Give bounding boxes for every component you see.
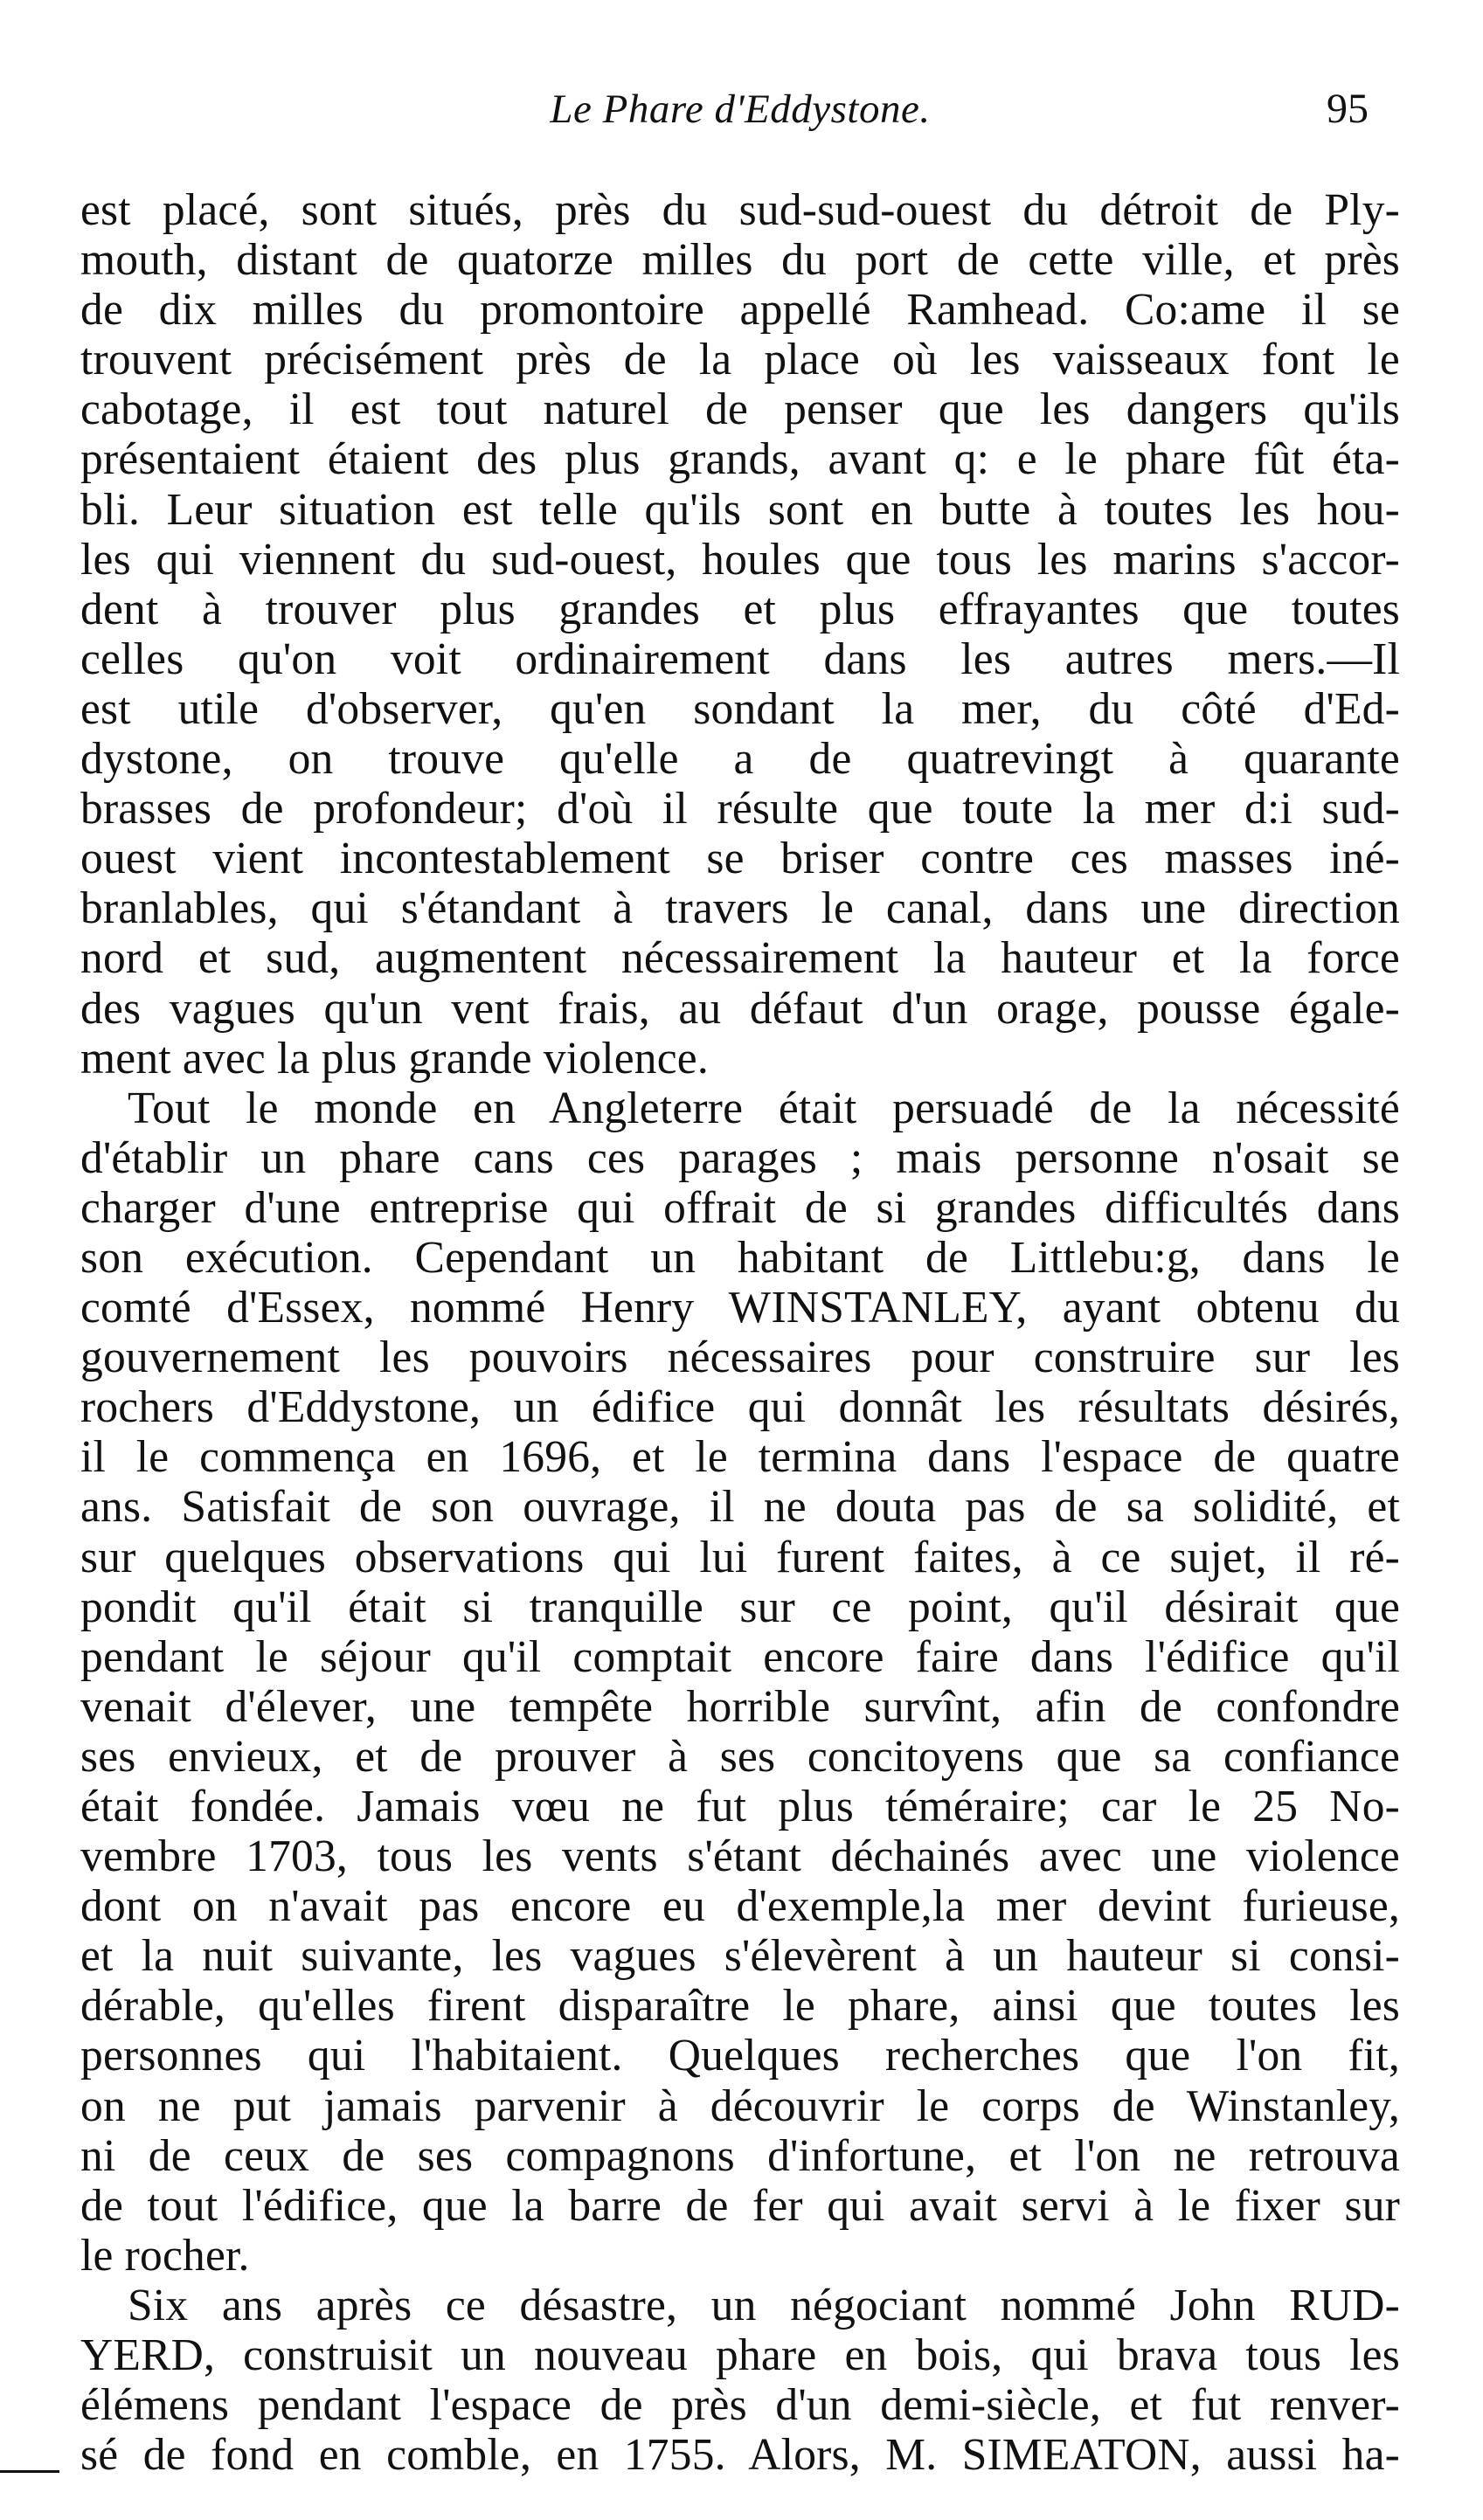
paragraph-3 bbox=[80, 2281, 1400, 2480]
text-line: charger d'une entreprise qui offrait de si grandes difficultés dans bbox=[80, 1182, 1400, 1233]
text-line: pondit qu'il était si tranquille sur ce point, qu'il désirait que bbox=[80, 1582, 1400, 1632]
text-line: et la nuit suivante, les vagues s'élevèrent à un hauteur si consi- bbox=[80, 1931, 1400, 1982]
text-line: vembre 1703, tous les vents s'étant déchainés avec une violence bbox=[80, 1831, 1400, 1882]
text-line: mouth, distant de quatorze milles du port de cette ville, et près bbox=[80, 235, 1400, 286]
text-line: ouest vient incontestablement se briser contre ces masses iné- bbox=[80, 834, 1400, 884]
text-line: sé de fond en comble, en 1755. Alors, M. SIMEATON, aussi ha- bbox=[80, 2430, 1400, 2481]
text-line: est placé, sont situés, près du sud-sud-ouest du détroit de Ply- bbox=[80, 185, 1400, 235]
text-line: YERD, construisit un nouveau phare en bois, qui brava tous les bbox=[80, 2330, 1400, 2381]
text-line: trouvent précisément près de la place où les vaisseaux font le bbox=[80, 335, 1400, 385]
text-line: nord et sud, augmentent nécessairement la hauteur et la force bbox=[80, 933, 1400, 984]
page-number: 95 bbox=[1327, 86, 1369, 132]
text-line: ses envieux, et de prouver à ses concitoyens que sa confiance bbox=[80, 1731, 1400, 1782]
body-text bbox=[80, 185, 1400, 2480]
text-line: pendant le séjour qu'il comptait encore faire dans l'édifice qu'il bbox=[80, 1631, 1400, 1682]
text-line: Tout le monde en Angleterre était persuadé de la nécessité bbox=[128, 1083, 1400, 1133]
text-line: celles qu'on voit ordinairement dans les autres mers.—Il bbox=[80, 633, 1400, 684]
text-line: était fondée. Jamais vœu ne fut plus téméraire; car le 25 No- bbox=[80, 1782, 1400, 1831]
text-line: dérable, qu'elles firent disparaître le phare, ainsi que toutes les bbox=[80, 1981, 1400, 2032]
text-line: dystone, on trouve qu'elle a de quatrevingt à quarante bbox=[80, 734, 1400, 785]
text-line: dent à trouver plus grandes et plus effrayantes que toutes bbox=[80, 584, 1400, 634]
text-line: rochers d'Eddystone, un édifice qui donnât les résultats désirés, bbox=[80, 1382, 1400, 1433]
running-head bbox=[80, 79, 1400, 140]
text-line: ni de ceux de ses compagnons d'infortune, et l'on ne retrouva bbox=[80, 2130, 1400, 2181]
text-line: dont on n'avait pas encore eu d'exemple,la mer devint furieuse, bbox=[80, 1881, 1400, 1932]
paragraph-1 bbox=[80, 185, 1400, 1083]
text-line: Six ans après ce désastre, un négociant nommé John RUD- bbox=[128, 2280, 1400, 2330]
text-line: brasses de profondeur; d'où il résulte que toute la mer d:i sud- bbox=[80, 784, 1400, 834]
text-line: branlables, qui s'étandant à travers le canal, dans une direction bbox=[80, 883, 1400, 934]
text-line: cabotage, il est tout naturel de penser que les dangers qu'ils bbox=[80, 384, 1400, 435]
text-line: présentaient étaient des plus grands, avant q: e le phare fût éta- bbox=[80, 434, 1400, 485]
text-line: ment avec la plus grande violence. bbox=[80, 1033, 709, 1083]
text-line: élémens pendant l'espace de près d'un demi-siècle, et fut renver- bbox=[80, 2380, 1400, 2431]
text-line: bli. Leur situation est telle qu'ils sont en butte à toutes les hou- bbox=[80, 484, 1400, 535]
text-line: le rocher. bbox=[80, 2230, 250, 2281]
text-line: son exécution. Cependant un habitant de Littlebu:g, dans le bbox=[80, 1232, 1400, 1283]
text-line: des vagues qu'un vent frais, au défaut d'un orage, pousse égale- bbox=[80, 983, 1400, 1034]
text-line: gouvernement les pouvoirs nécessaires pour construire sur les bbox=[80, 1333, 1400, 1383]
text-line: est utile d'observer, qu'en sondant la mer, du côté d'Ed- bbox=[80, 683, 1400, 734]
running-title: Le Phare d'Eddystone. bbox=[550, 87, 931, 132]
text-line: comté d'Essex, nommé Henry WINSTANLEY, ayant obtenu du bbox=[80, 1283, 1400, 1333]
text-line: de dix milles du promontoire appellé Ramhead. Co:ame il se bbox=[80, 285, 1400, 336]
text-line: personnes qui l'habitaient. Quelques recherches que l'on fit, bbox=[80, 2031, 1400, 2081]
text-line: sur quelques observations qui lui furent faites, à ce sujet, il ré- bbox=[80, 1532, 1400, 1582]
paragraph-2 bbox=[80, 1083, 1400, 2281]
text-line: d'établir un phare cans ces parages ; mais personne n'osait se bbox=[80, 1132, 1400, 1183]
text-line: de tout l'édifice, que la barre de fer qui avait servi à le fixer sur bbox=[80, 2180, 1400, 2231]
text-line: les qui viennent du sud-ouest, houles que tous les marins s'accor- bbox=[80, 534, 1400, 585]
text-line: il le commença en 1696, et le termina dans l'espace de quatre bbox=[80, 1432, 1400, 1483]
text-line: ans. Satisfait de son ouvrage, il ne douta pas de sa solidité, et bbox=[80, 1482, 1400, 1533]
text-line: venait d'élever, une tempête horrible survînt, afin de confondre bbox=[80, 1681, 1400, 1732]
text-line: on ne put jamais parvenir à découvrir le corps de Winstanley, bbox=[80, 2080, 1400, 2131]
footer-rule bbox=[0, 2470, 59, 2473]
